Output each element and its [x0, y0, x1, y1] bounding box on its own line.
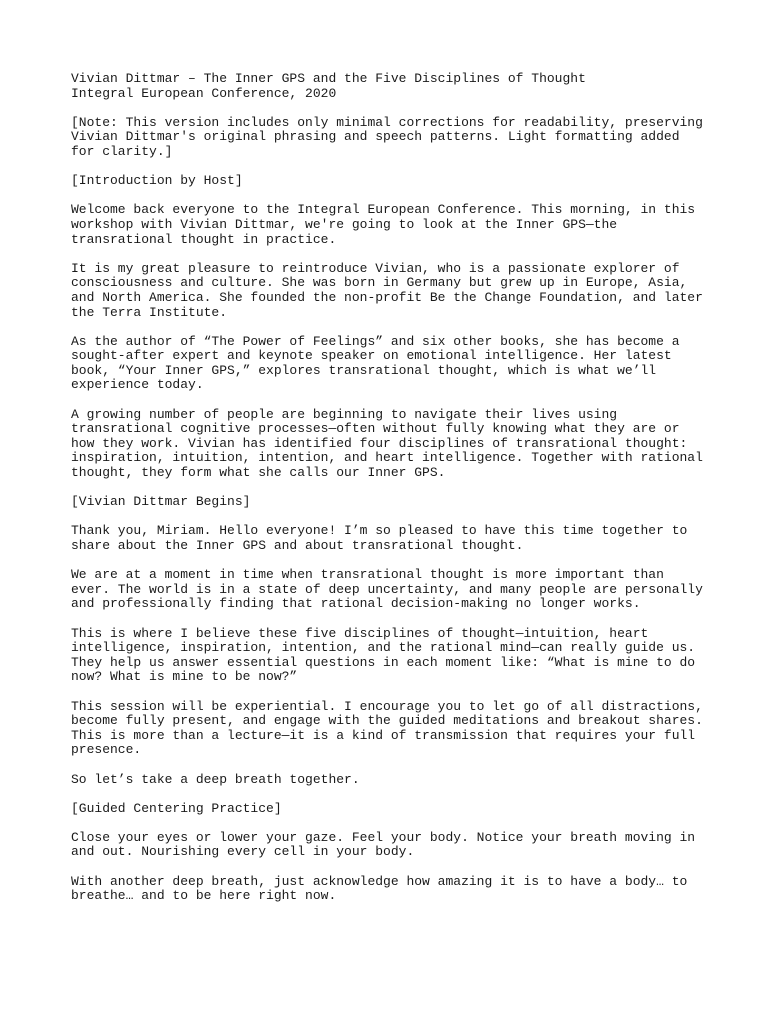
document-page	[71, 72, 703, 918]
document-title: Vivian Dittmar – The Inner GPS and the Five Disciplines of Thought	[71, 71, 586, 86]
document-subtitle: Integral European Conference, 2020	[71, 85, 337, 101]
section-heading-introduction: [Introduction by Host]	[71, 173, 243, 189]
paragraph: Thank you, Miriam. Hello everyone! I’m so pleased to have this time together to share about the Inner GPS and about transrational thought.	[71, 523, 688, 553]
paragraph: We are at a moment in time when transrational thought is more important than ever. The world is in a state of deep uncertainty, and many people are personally and professionally finding that rational decision-making no longer works.	[71, 567, 703, 612]
paragraph: As the author of “The Power of Feelings” and six other books, she has become a sought-after expert and keynote speaker on emotional intelligence. Her latest book, “Your Inner GPS,” explores transrational thought, which is what we’ll experience today.	[71, 333, 680, 393]
editorial-note: [Note: This version includes only minimal corrections for readability, preserving Vivian Dittmar's original phrasing and speech patterns. Light formatting added for clarity.]	[71, 114, 703, 159]
paragraph: This session will be experiential. I encourage you to let go of all distractions, become fully present, and engage with the guided meditations and breakout shares. This is more than a lecture—it is a kind of transmission that requires your full presence.	[71, 698, 703, 758]
paragraph: This is where I believe these five disciplines of thought—intuition, heart intelligence, inspiration, intention, and the rational mind—can really guide us. They help us answer essential questions in each moment like: “What is mine to do now? What is mine to be now?”	[71, 625, 696, 685]
paragraph: With another deep breath, just acknowledge how amazing it is to have a body… to breathe… and to be here right now.	[71, 873, 688, 904]
paragraph: A growing number of people are beginning to navigate their lives using transrational cognitive processes—often without fully knowing what they are or how they work. Vivian has identified four disciplines of transrational thought: inspiration, intuition, intention, and heart intelligence. Together with rational thought, they form what she calls our Inner GPS.	[71, 406, 703, 481]
section-heading-vivian-begins: [Vivian Dittmar Begins]	[71, 494, 251, 510]
paragraph: It is my great pleasure to reintroduce Vivian, who is a passionate explorer of consciousness and culture. She was born in Germany but grew up in Europe, Asia, and North America. She founded the non-profit Be the Change Foundation, and later the Terra Institute.	[71, 260, 703, 320]
document-header	[71, 72, 703, 101]
paragraph: So let’s take a deep breath together.	[71, 771, 360, 787]
section-heading-guided-centering: [Guided Centering Practice]	[71, 800, 282, 816]
paragraph: Close your eyes or lower your gaze. Feel your body. Notice your breath moving in and out. Nourishing every cell in your body.	[71, 829, 696, 860]
paragraph: Welcome back everyone to the Integral European Conference. This morning, in this workshop with Vivian Dittmar, we're going to look at the Inner GPS—the transrational thought in practice.	[71, 202, 696, 247]
